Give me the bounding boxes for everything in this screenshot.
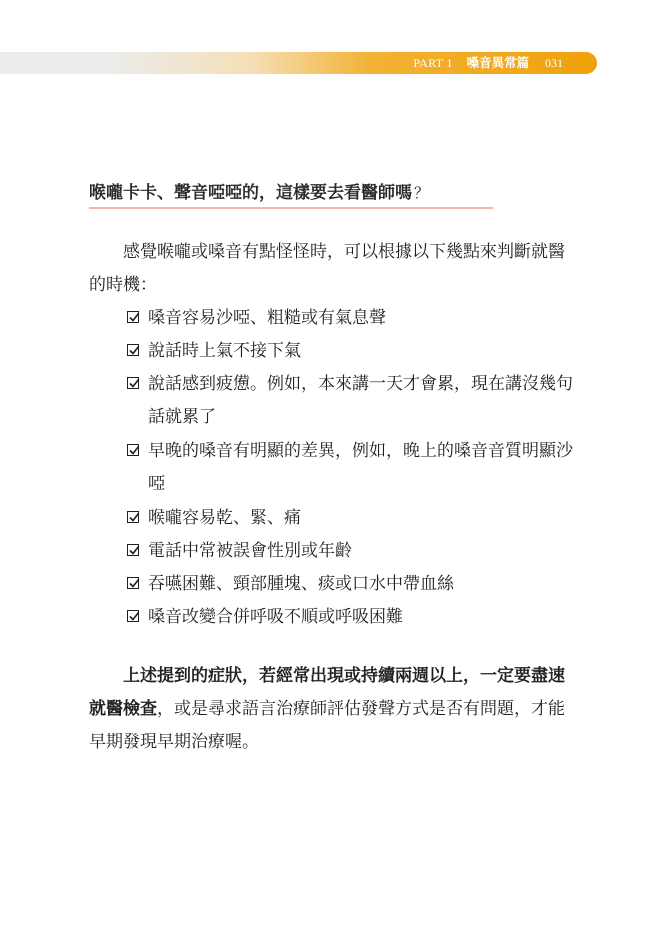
- section-title-text: 喉嚨卡卡、聲音啞啞的，這樣要去看醫師嗎: [89, 183, 412, 203]
- checklist-item: [127, 568, 582, 601]
- checkbox-checked-icon: [127, 311, 139, 323]
- intro-paragraph: [89, 236, 581, 302]
- closing-bold-text: 上述提到的症狀，若經常出現或持續兩週以上，一定要盡速就醫檢查: [89, 666, 565, 719]
- section-title: [89, 180, 493, 206]
- checkbox-checked-icon: [127, 610, 139, 622]
- checklist-item-text: 嗓音容易沙啞、粗糙或有氣息聲: [148, 308, 386, 328]
- section-title-question-mark: ？: [414, 184, 430, 202]
- checklist-item-text: 喉嚨容易乾、緊、痛: [148, 508, 301, 528]
- checkbox-checked-icon: [127, 511, 139, 523]
- checklist-item: [127, 502, 582, 535]
- checklist-item-text: 電話中常被誤會性別或年齡: [148, 541, 352, 561]
- intro-text: 感覺喉嚨或嗓音有點怪怪時，可以根據以下幾點來判斷就醫的時機：: [89, 242, 565, 295]
- checkbox-checked-icon: [127, 344, 139, 356]
- checklist-item: [127, 335, 582, 368]
- checklist-item: [127, 601, 582, 634]
- checklist-item: [127, 302, 582, 335]
- chapter-name: 嗓音異常篇: [466, 55, 530, 70]
- running-header: [413, 52, 563, 74]
- checklist-item-text: 說話時上氣不接下氣: [148, 341, 301, 361]
- checkbox-checked-icon: [127, 577, 139, 589]
- checkbox-checked-icon: [127, 444, 139, 456]
- checklist-item-text: 吞嚥困難、頸部腫塊、痰或口水中帶血絲: [148, 574, 454, 594]
- page-number: 031: [545, 56, 563, 70]
- closing-normal-text: ，或是尋求語言治療師評估發聲方式是否有問題，才能早期發現早期治療喔。: [89, 699, 565, 752]
- checklist-item: [127, 435, 582, 501]
- running-header-bar: [0, 52, 597, 74]
- checkbox-checked-icon: [127, 544, 139, 556]
- checkbox-checked-icon: [127, 377, 139, 389]
- checklist-item-text: 早晚的嗓音有明顯的差異，例如，晚上的嗓音音質明顯沙啞: [148, 441, 573, 494]
- checklist-item: [127, 368, 582, 434]
- checklist-item: [127, 535, 582, 568]
- part-label: PART 1: [413, 56, 453, 70]
- title-underline: [89, 207, 493, 209]
- symptom-checklist: [127, 302, 582, 634]
- closing-paragraph: [89, 660, 581, 759]
- checklist-item-text: 說話感到疲憊。例如，本來講一天才會累，現在講沒幾句話就累了: [148, 374, 573, 427]
- checklist-item-text: 嗓音改變合併呼吸不順或呼吸困難: [148, 607, 403, 627]
